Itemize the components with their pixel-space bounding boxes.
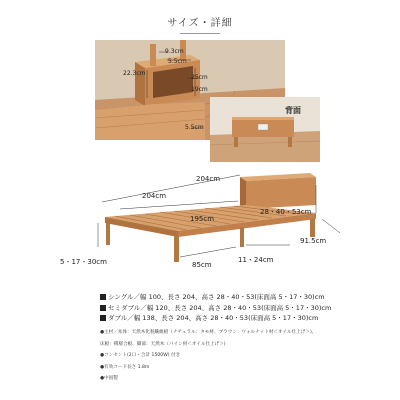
title-divider bbox=[180, 33, 220, 34]
inner-length-label: 195cm bbox=[190, 215, 215, 223]
dim-label-a: 9.3cm bbox=[165, 48, 184, 55]
note-outlet: ●コンセント(2口・合計 1500W) 付き bbox=[100, 353, 181, 358]
headboard-height-label: 204cm bbox=[196, 175, 221, 183]
dim-label-e: 19cm bbox=[191, 86, 208, 93]
leg-heights-label: 28・40・53cm bbox=[260, 208, 312, 216]
bullet-square-icon bbox=[100, 315, 106, 321]
bullet-square-icon bbox=[100, 305, 106, 311]
leg-width-label: 11・24cm bbox=[238, 256, 274, 264]
back-view-illustration bbox=[210, 97, 320, 162]
size-spec-list bbox=[100, 292, 390, 324]
spec-row-single: シングル／幅 100、長さ 204、高さ 28・40・53(床面高 5・17・30)cm bbox=[100, 292, 390, 303]
overall-length-label: 204cm bbox=[142, 192, 167, 200]
dim-label-d: 25cm bbox=[191, 74, 208, 81]
back-view-photo bbox=[210, 97, 320, 162]
dim-label-b: 5.5cm bbox=[168, 58, 187, 65]
note-material: ●主材／本体：天然木化粧繊維板（ナチュラル：タモ材、ブラウン：ウォルナット材＜オイル仕上げ＞)、 bbox=[100, 330, 317, 335]
note-origin: ●中国製 bbox=[100, 376, 118, 381]
note-material-cont: 床板：積層合板、脚部：天然木（パイン材＜オイル仕上げ＞) bbox=[100, 341, 226, 347]
page-title: サイズ・詳細 bbox=[167, 18, 233, 29]
material-notes bbox=[100, 327, 390, 385]
dim-label-f: 5.5cm bbox=[185, 124, 204, 131]
width-label: 91.5cm bbox=[300, 237, 327, 245]
bullet-square-icon bbox=[100, 294, 106, 300]
back-label: 背面 bbox=[285, 106, 301, 115]
note-cord-length: ●有効コード長さ 1.8m bbox=[100, 364, 150, 370]
spec-row-double: ダブル／幅 138、長さ 204、高さ 28・40・53(床面高 5・17・30)cm bbox=[100, 313, 390, 324]
floor-clearance-label: 5・17・30cm bbox=[60, 258, 107, 266]
dim-label-c: 22.3cm bbox=[123, 70, 146, 77]
bed-dimension-diagram bbox=[60, 165, 360, 275]
leg-span-label: 85cm bbox=[192, 261, 212, 269]
spec-row-semi-double: セミダブル／幅 120、長さ 204、高さ 28・40・53(床面高 5・17・30)cm bbox=[100, 303, 390, 314]
